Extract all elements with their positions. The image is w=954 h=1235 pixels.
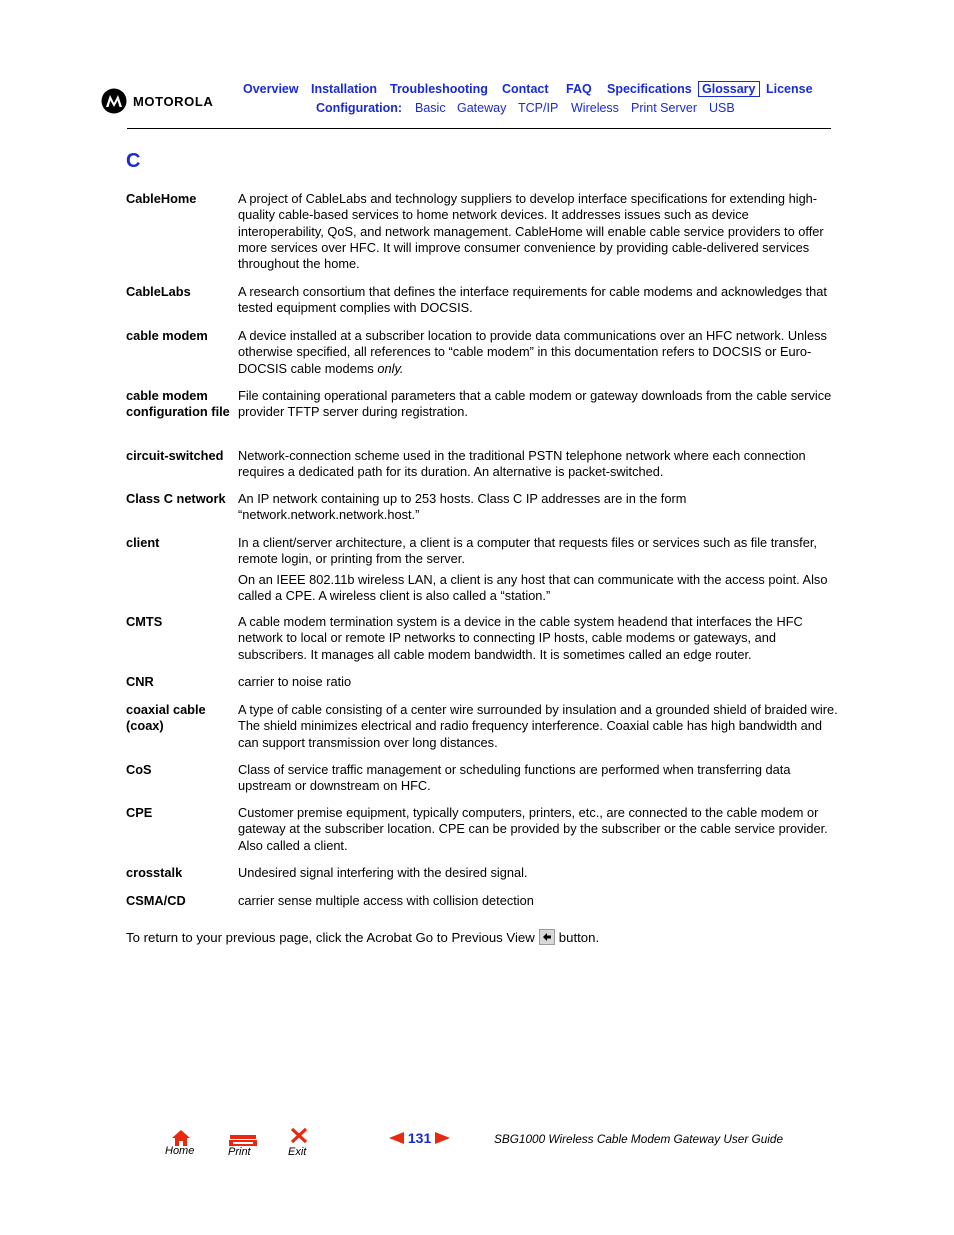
- nav-contact[interactable]: Contact: [502, 82, 549, 96]
- glossary-term: circuit-switched: [126, 448, 224, 463]
- nav-installation[interactable]: Installation: [311, 82, 377, 96]
- nav-configuration-label: Configuration:: [316, 101, 403, 115]
- glossary-definition: An IP network containing up to 253 hosts. Class C IP addresses are in the form “network.network.network.host.”: [238, 491, 687, 523]
- glossary-definition: Class of service traffic management or scheduling functions are performed when transferring data upstream or downstream on HFC.: [238, 762, 791, 794]
- glossary-term: coaxial cable (coax): [126, 702, 206, 734]
- motorola-logo: [101, 88, 231, 116]
- glossary-definition: On an IEEE 802.11b wireless LAN, a client is any host that can communicate with the access point. Also called a CPE. A wireless client is also called a “station.”: [238, 571, 828, 603]
- glossary-definition: Customer premise equipment, typically computers, printers, etc., are connected to the cable modem or gateway at the subscriber location. CPE can be provided by the subscriber or the cable service provider. Also called a client.: [238, 805, 828, 853]
- exit-label[interactable]: Exit: [288, 1146, 307, 1158]
- guide-title: SBG1000 Wireless Cable Modem Gateway User Guide: [494, 1132, 784, 1146]
- glossary-term: Class C network: [126, 491, 226, 506]
- glossary-definition: A research consortium that defines the interface requirements for cable modems and acknowledges that tested equipment complies with DOCSIS.: [238, 284, 827, 316]
- header-divider: [127, 128, 831, 129]
- glossary-term: crosstalk: [126, 865, 183, 880]
- nav-usb[interactable]: USB: [709, 101, 735, 115]
- definition-emphasis: only.: [377, 360, 404, 376]
- glossary-definition: Network-connection scheme used in the traditional PSTN telephone network where each connection requires a dedicated path for its duration. An alternative is packet-switched.: [238, 448, 806, 480]
- nav-faq[interactable]: FAQ: [566, 82, 592, 96]
- glossary-term: CMTS: [126, 614, 163, 629]
- return-instruction: [126, 929, 599, 945]
- page-navigation: [389, 1130, 450, 1146]
- nav-troubleshooting[interactable]: Troubleshooting: [390, 82, 488, 96]
- glossary-term: CableHome: [126, 191, 197, 206]
- glossary-term: CSMA/CD: [126, 893, 186, 908]
- next-page-arrow-icon[interactable]: [435, 1132, 450, 1144]
- nav-tcpip[interactable]: TCP/IP: [518, 101, 559, 115]
- nav-glossary[interactable]: Glossary: [698, 81, 760, 97]
- return-instruction-text: To return to your previous page, click the Acrobat Go to Previous View: [126, 930, 535, 945]
- glossary-term: cable modem configuration file: [126, 388, 230, 420]
- nav-print-server[interactable]: Print Server: [631, 101, 697, 115]
- glossary-definition: A cable modem termination system is a device in the cable system headend that interfaces the HFC network to local or remote IP networks to connecting IP hosts, cable modems or gateways, and subscribers. It manages all cable modem bandwidth. It is sometimes called an edge router.: [238, 614, 803, 662]
- glossary-definition: In a client/server architecture, a client is a computer that requests files or services such as file transfer, remote login, or printing from the server.: [238, 535, 817, 567]
- glossary-term: CNR: [126, 674, 154, 689]
- glossary-definition: carrier sense multiple access with collision detection: [238, 893, 534, 908]
- motorola-batwing-icon: [101, 88, 127, 114]
- glossary-term: CableLabs: [126, 284, 191, 299]
- glossary-term: CPE: [126, 805, 153, 820]
- glossary-term: CoS: [126, 762, 152, 777]
- glossary-term: client: [126, 535, 160, 550]
- nav-overview[interactable]: Overview: [243, 82, 299, 96]
- definition-text: A device installed at a subscriber location to provide data communications over an HFC network. Unless otherwise specified, all references to “cable modem” in this documentation refers to DOCSIS or Euro-DOCSIS cable modems: [238, 328, 827, 376]
- previous-page-arrow-icon[interactable]: [389, 1132, 404, 1144]
- nav-gateway[interactable]: Gateway: [457, 101, 507, 115]
- print-label[interactable]: Print: [228, 1146, 251, 1158]
- section-heading: C: [126, 150, 141, 172]
- home-label[interactable]: Home: [165, 1145, 195, 1157]
- nav-specifications[interactable]: Specifications: [607, 82, 692, 96]
- glossary-definition: A type of cable consisting of a center wire surrounded by insulation and a grounded shield of braided wire. The shield minimizes electrical and radio frequency interference. Coaxial cable has high bandwidth and can support transmission over long distances.: [238, 702, 838, 750]
- return-instruction-suffix: button.: [558, 930, 600, 945]
- glossary-definition: Undesired signal interfering with the desired signal.: [238, 865, 528, 880]
- nav-basic[interactable]: Basic: [415, 101, 446, 115]
- nav-wireless[interactable]: Wireless: [571, 101, 619, 115]
- glossary-definition: carrier to noise ratio: [238, 674, 352, 689]
- glossary-definition: [238, 328, 838, 377]
- nav-license[interactable]: License: [766, 82, 813, 96]
- page-number: 131: [407, 1130, 432, 1146]
- glossary-definition: A project of CableLabs and technology suppliers to develop interface specifications for extending high-quality cable-based services to home network devices. It addresses issues such as device interoperability, QoS, and network management. CableHome will enable cable service providers to offer more services over HFC. It will improve consumer convenience by providing cable-delivered services throughout the home.: [238, 191, 824, 272]
- glossary-definition: File containing operational parameters that a cable modem or gateway downloads from the cable service provider TFTP server during registration.: [238, 388, 832, 420]
- brand-name: MOTOROLA: [133, 94, 214, 109]
- exit-icon[interactable]: [290, 1128, 308, 1143]
- previous-view-icon: [539, 929, 555, 945]
- glossary-term: cable modem: [126, 328, 208, 343]
